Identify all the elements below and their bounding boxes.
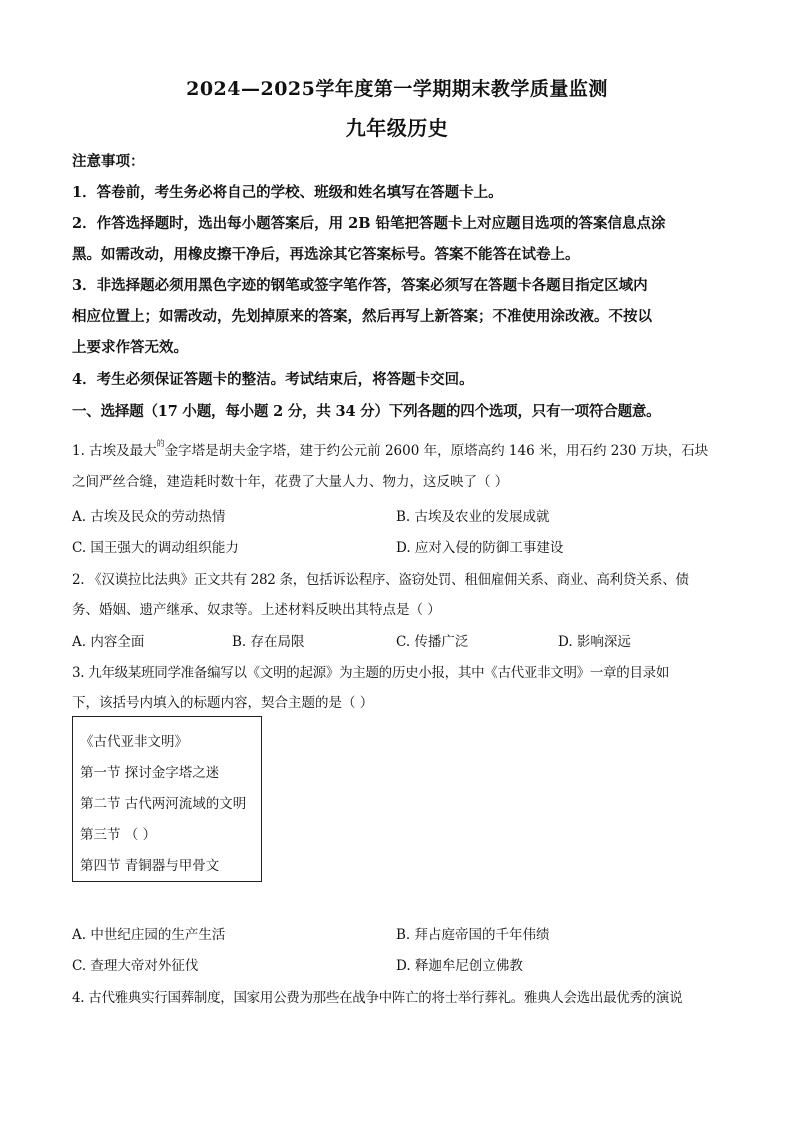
exam-title: 2024—2025学年度第一学期期末教学质量监测	[186, 78, 608, 100]
notice-line-1: 1．答卷前，考生务必将自己的学校、班级和姓名填写在答题卡上。	[72, 184, 503, 201]
exam-subject: 九年级历史	[345, 116, 449, 140]
toc-section-3: 第三节 （ ）	[80, 827, 157, 843]
question-1-option-a[interactable]: A. 古埃及民众的劳动热情	[72, 509, 226, 525]
toc-section-1: 第一节 探讨金字塔之迷	[80, 765, 220, 781]
question-2-line-1: 2. 《汉谟拉比法典》正文共有 282 条，包括诉讼程序、盗窃处罚、租佃雇佣关系、商业、高利贷关系、债	[72, 572, 689, 588]
question-2-option-d[interactable]: D. 影响深远	[558, 634, 631, 650]
question-4-line-1: 4. 古代雅典实行国葬制度，国家用公费为那些在战争中阵亡的将士举行葬礼。雅典人会选出最优秀的演说	[72, 990, 683, 1006]
toc-title: 《古代亚非文明》	[80, 734, 188, 750]
question-1-option-d[interactable]: D. 应对入侵的防御工事建设	[396, 540, 564, 556]
question-3-option-a[interactable]: A. 中世纪庄园的生产生活	[72, 927, 226, 943]
question-2-option-c[interactable]: C. 传播广泛	[396, 634, 469, 650]
question-2-option-b[interactable]: B. 存在局限	[232, 634, 305, 650]
question-1-text-b: 金字塔是胡夫金字塔，建于约公元前 2600 年，原塔高约 146 米，用石约 230 万块，石块	[164, 443, 709, 459]
question-1-line-1	[72, 438, 727, 459]
question-3-line-1: 3. 九年级某班同学准备编写以《文明的起源》为主题的历史小报，其中《古代亚非文明》一章的目录如	[72, 665, 670, 681]
question-3-option-c[interactable]: C. 查理大帝对外征伐	[72, 958, 199, 974]
question-1-text-a: 1. 古埃及最大	[72, 443, 157, 459]
table-of-contents-box	[72, 716, 262, 882]
notice-line-7: 4．考生必须保证答题卡的整洁。考试结束后，将答题卡交回。	[72, 371, 474, 388]
question-1-line-2: 之间严丝合缝，建造耗时数十年，花费了大量人力、物力，这反映了（ ）	[72, 474, 509, 490]
notice-line-2: 2．作答选择题时，选出每小题答案后，用 2B 铅笔把答题卡上对应题目选项的答案信息点涂	[72, 215, 666, 232]
notice-line-4: 3．非选择题必须用黑色字迹的钢笔或签字笔作答，答案必须写在答题卡各题目指定区域内	[72, 277, 648, 294]
toc-section-4: 第四节 青铜器与甲骨文	[80, 858, 220, 874]
section-heading: 一、选择题（17 小题，每小题 2 分，共 34 分）下列各题的四个选项，只有一项符合题意。	[72, 403, 661, 420]
question-2-line-2: 务、婚姻、遗产继承、奴隶等。上述材料反映出其特点是（ ）	[72, 602, 441, 618]
question-1-option-b[interactable]: B. 古埃及农业的发展成就	[396, 509, 550, 525]
question-1-sup: 的	[156, 439, 165, 448]
question-3-option-d[interactable]: D. 释迦牟尼创立佛教	[396, 958, 523, 974]
notice-line-6: 上要求作答无效。	[72, 339, 188, 356]
notice-line-3: 黑。如需改动，用橡皮擦干净后，再选涂其它答案标号。答案不能答在试卷上。	[72, 246, 580, 263]
notice-heading: 注意事项：	[72, 153, 145, 170]
notice-line-5: 相应位置上；如需改动，先划掉原来的答案，然后再写上新答案；不准使用涂改液。不按以	[72, 308, 652, 325]
question-3-option-b[interactable]: B. 拜占庭帝国的千年伟绩	[396, 927, 550, 943]
question-1-option-c[interactable]: C. 国王强大的调动组织能力	[72, 540, 239, 556]
toc-section-2: 第二节 古代两河流域的文明	[80, 796, 247, 812]
question-2-option-a[interactable]: A. 内容全面	[72, 634, 145, 650]
question-3-line-2: 下，该括号内填入的标题内容，契合主题的是（ ）	[72, 695, 374, 711]
